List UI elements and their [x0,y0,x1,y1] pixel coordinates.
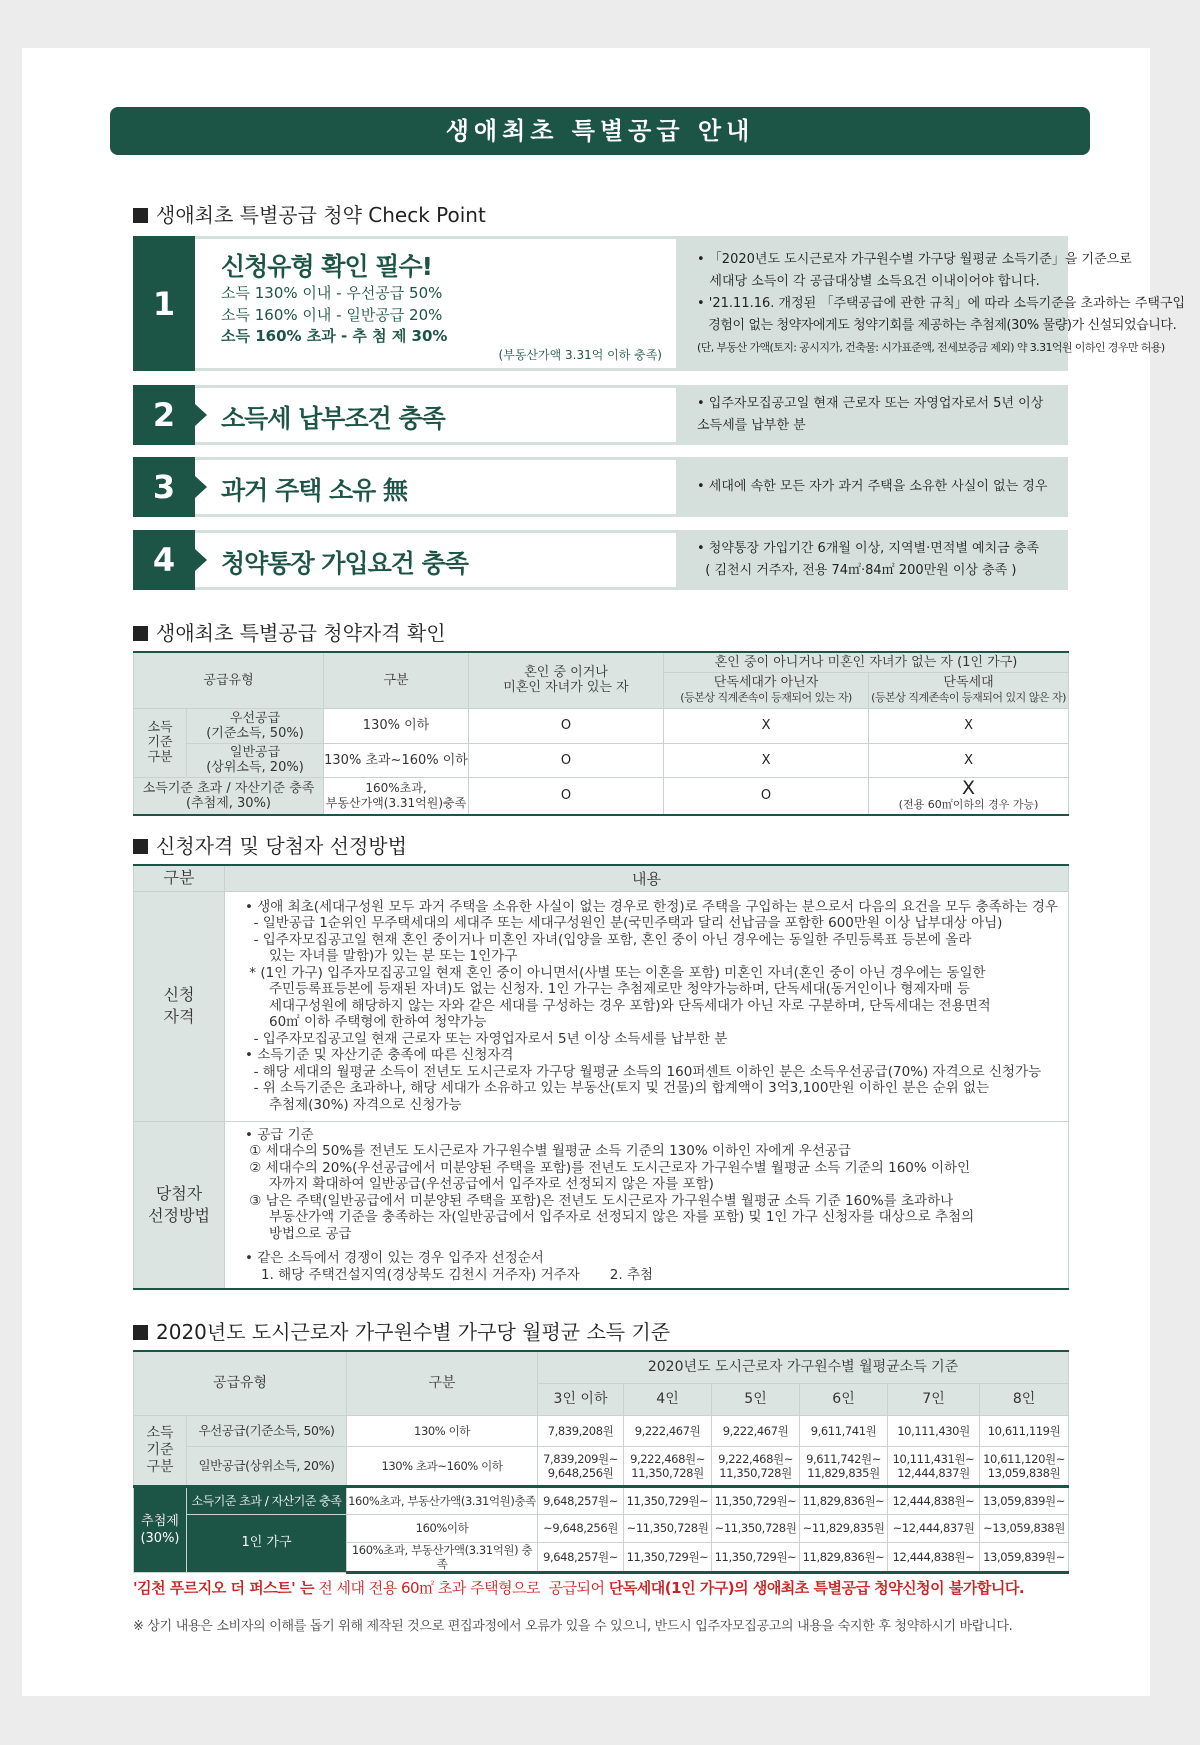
checkpoint-1 [133,236,1186,371]
warning-text [133,1577,1024,1598]
square-bullet-icon [133,626,148,641]
content-line: • 소득기준 및 자산기준 충족에 따른 신청자격 [245,1047,514,1064]
income-table [133,1350,1069,1574]
eligibility-mark: O [469,708,664,743]
content-line: 세대구성원에 해당하지 않는 자와 같은 세대를 구성하는 경우 포함)와 단독세대가 아닌 자로 구분하며, 단독세대는 전용면적 [269,997,991,1014]
section-title-text: 신청자격 및 당첨자 선정방법 [156,834,407,858]
header-household-size: 6인 [800,1383,888,1415]
arrow-right-icon [195,404,207,426]
header-supply-type: 공급유형 [134,1351,347,1415]
income-value: 11,350,729원~ [624,1542,712,1572]
checkpoint-3 [133,457,1068,517]
header-single-house [869,672,1069,708]
row-label-qualification: 신청 자격 [134,891,225,1121]
eligibility-note: (전용 60㎡이하의 경우 가능) [898,798,1039,812]
income-group-label: 소득 기준 구분 [134,1415,187,1486]
header-household-size: 7인 [888,1383,980,1415]
content-line: 방법으로 공급 [269,1225,352,1242]
section-title-method [133,830,407,859]
income-value: ~12,444,837원 [888,1514,980,1542]
content-line: * (1인 가구) 입주자모집공고일 현재 혼인 중이 아니면서(사별 또는 이혼을 포함) 미혼인 자녀(혼인 중이 아닌 경우에는 동일한 [245,964,986,981]
income-value: 11,829,836원~ [800,1486,888,1514]
content-line: 60㎡ 이하 주택형에 한하여 청약가능 [269,1014,487,1031]
income-value: 7,839,208원 [538,1415,624,1446]
eligibility-mark: O [664,777,869,815]
checkpoint-main [195,530,679,590]
content-line: • 같은 소득에서 경쟁이 있는 경우 입주자 선정순서 [245,1250,544,1266]
section-title-text: 생애최초 특별공급 청약자격 확인 [156,621,446,645]
selection-content [225,1121,1069,1289]
description-line: 세대당 소득이 각 공급대상별 소득요건 이내이어야 합니다. [697,273,1040,289]
header-household-size: 4인 [624,1383,712,1415]
warning-part: 단독세대(1인 가구)의 생애최초 특별공급 청약신청이 불가합니다. [608,1579,1025,1597]
row-division: 130% 초과~160% 이하 [324,743,469,777]
lottery-group-label: 추첨제 (30%) [134,1486,187,1572]
eligibility-mark: X [962,777,976,800]
section-title-income [133,1316,670,1345]
section-title-qualification [133,617,446,646]
row-division: 160%초과, 부동산가액(3.31억원) 충족 [347,1542,538,1572]
page-title-banner: 생애최초 특별공급 안내 [110,107,1090,155]
content-line: - 위 소득기준은 초과하나, 해당 세대가 소유하고 있는 부동산(토지 및 건물)의 합계액이 3억3,100만원 이하인 분은 순위 없는 [245,1080,990,1097]
checkpoint-2 [133,385,1068,445]
income-value: 13,059,839원~ [980,1542,1069,1572]
income-value: 13,059,839원~ [980,1486,1069,1514]
checkpoint-description [679,457,1068,517]
warning-part: '김천 푸르지오 더 퍼스트' 는 [133,1579,314,1597]
checkpoint-description [679,236,1186,371]
eligibility-mark: X [869,743,1069,777]
row-division: 130% 초과~160% 이하 [347,1446,538,1486]
row-division: 160%초과, 부동산가액(3.31억원)충족 [324,777,469,815]
footnote: ※ 상기 내용은 소비자의 이해를 돕기 위해 제작된 것으로 편집과정에서 오류가 있을 수 있으니, 반드시 입주자모집공고의 내용을 숙지한 후 청약하시기 바랍니다. [133,1619,1013,1634]
row-type: 일반공급 (상위소득, 20%) [187,743,324,777]
row-type: 소득기준 초과 / 자산기준 충족 (추첨제, 30%) [134,777,324,815]
income-value: 11,829,836원~ [800,1542,888,1572]
description-line: ( 김천시 거주자, 전용 74㎡·84㎡ 200만원 이상 충족 ) [697,563,1017,578]
content-line: 있는 자녀를 말함)가 있는 분 또는 1인가구 [269,948,518,965]
content-line: - 입주자모집공고일 현재 근로자 또는 자영업자로서 5년 이상 소득세를 납부한 분 [245,1030,728,1047]
checkpoint-4 [133,530,1068,590]
income-value: 10,111,431원~ 12,444,837원 [888,1446,980,1486]
method-table [133,864,1069,1290]
content-line: ③ 남은 주택(일반공급에서 미분양된 주택을 포함)은 전년도 도시근로자 가구원수별 월평균 소득 기준 160%를 초과하나 [245,1192,954,1209]
checkpoint-heading: 소득세 납부조건 충족 [221,404,445,433]
income-value: 10,111,430원 [888,1415,980,1446]
header-non-single [664,672,869,708]
description-line: 경험이 없는 청약자에게도 청약기회를 제공하는 추첨제(30% 물량)가 신설되었습니다. [697,317,1177,333]
header-household-size: 5인 [712,1383,800,1415]
income-value: 9,222,467원 [712,1415,800,1446]
section-title-text: 2020년도 도시근로자 가구원수별 가구당 월평균 소득 기준 [156,1320,671,1344]
income-value: ~11,829,835원 [800,1514,888,1542]
income-value: 10,611,119원 [980,1415,1069,1446]
income-value: 9,648,257원~ [538,1542,624,1572]
section-title-checkpoint [133,199,486,228]
checkpoint-line: 소득 160% 이내 - 일반공급 20% [221,306,443,324]
description-line: • 입주자모집공고일 현재 근로자 또는 자영업자로서 5년 이상 소득세를 납부한 분 [697,396,1044,433]
header-household-size: 8인 [980,1383,1069,1415]
checkpoint-main [195,385,679,445]
content-line: - 해당 세대의 월평균 소득이 전년도 도시근로자 가구당 월평균 소득의 160퍼센트 이하인 분은 소득우선공급(70%) 자격으로 신청가능 [245,1063,1042,1080]
eligibility-cell [869,777,1069,815]
square-bullet-icon [133,208,148,223]
income-value: ~9,648,256원 [538,1514,624,1542]
content-line: - 일반공급 1순위인 무주택세대의 세대주 또는 세대구성원인 분(국민주택과 달리 선납금을 포함한 600만원 이상 납부대상 아님) [245,915,1003,932]
eligibility-mark: O [469,743,664,777]
header-division: 구분 [347,1351,538,1415]
header-division: 구분 [134,865,225,891]
header-household-size: 3인 이하 [538,1383,624,1415]
content-line: 1. 해당 주택건설지역(경상북도 김천시 거주자) 거주자 2. 추첨 [261,1266,654,1283]
description-line: (단, 부동산 가액(토지: 공시지가, 건축물: 시가표준액, 전세보증금 제외) 약 3.31억원 이하인 경우만 허용) [697,340,1165,354]
row-division: 160%이하 [347,1514,538,1542]
content-line: 주민등록표등본에 등재된 자녀)도 없는 신청자. 1인 가구는 추첨제로만 청약가능하며, 단독세대(동거인이나 형제자매 등 [269,981,970,998]
income-value: 12,444,838원~ [888,1542,980,1572]
content-line: 추첨제(30%) 자격으로 신청가능 [269,1096,462,1113]
qualification-content [225,891,1069,1121]
header-supply-type: 공급유형 [134,652,324,708]
income-value: 9,222,468원~ 11,350,728원 [624,1446,712,1486]
row-division: 130% 이하 [347,1415,538,1446]
row-label-selection: 당첨자 선정방법 [134,1121,225,1289]
description-line: • 세대에 속한 모든 자가 과거 주택을 소유한 사실이 없는 경우 [697,479,1048,494]
header-income-title: 2020년도 도시근로자 가구원수별 월평균소득 기준 [538,1351,1069,1383]
checkpoint-heading: 과거 주택 소유 無 [221,476,408,505]
checkpoint-number: 2 [133,385,195,445]
checkpoint-note: (부동산가액 3.31억 이하 충족) [498,348,662,362]
content-line: - 입주자모집공고일 현재 혼인 중이거나 미혼인 자녀(입양을 포함, 혼인 중이 아닌 경우에는 동일한 주민등록표 등본에 올라 [245,931,972,948]
content-line: ① 세대수의 50%를 전년도 도시근로자 가구원수별 월평균 소득 기준의 130% 이하인 자에게 우선공급 [245,1143,851,1159]
header-subtext: (등본상 직계존속이 등재되어 있는 자) [680,691,852,704]
row-type: 일반공급(상위소득, 20%) [187,1446,347,1486]
checkpoint-heading: 청약통장 가입요건 충족 [221,549,468,578]
income-value: 9,611,742원~ 11,829,835원 [800,1446,888,1486]
square-bullet-icon [133,839,148,854]
section-title-text: 생애최초 특별공급 청약 Check Point [156,203,486,227]
checkpoint-number: 3 [133,457,195,517]
income-value: 10,611,120원~ 13,059,838원 [980,1446,1069,1486]
description-line: • '21.11.16. 개정된 「주택공급에 관한 규칙」에 따라 소득기준을 초과하는 주택구입 [697,295,1186,311]
warning-part: 전 세대 전용 60㎡ 초과 주택형으로 공급되어 [313,1579,609,1597]
income-value: 9,222,467원 [624,1415,712,1446]
checkpoint-line: 소득 130% 이내 - 우선공급 50% [221,284,443,302]
eligibility-mark: X [869,708,1069,743]
header-content: 내용 [225,865,1069,891]
square-bullet-icon [133,1325,148,1340]
income-value: ~13,059,838원 [980,1514,1069,1542]
checkpoint-number: 1 [133,236,195,371]
description-line: • 「2020년도 도시근로자 가구원수별 가구당 월평균 소득기준」을 기준으로 [697,251,1132,267]
checkpoint-number: 4 [133,530,195,590]
income-value: 7,839,209원~ 9,648,256원 [538,1446,624,1486]
content-line: 자까지 확대하여 일반공급(우선공급에서 입주자로 선정되지 않은 자를 포함) [269,1176,714,1192]
row-division: 160%초과, 부동산가액(3.31억원)충족 [347,1486,538,1514]
income-value: ~11,350,728원 [624,1514,712,1542]
row-type: 소득기준 초과 / 자산기준 충족 [187,1486,347,1514]
header-subtext: (등본상 직계존속이 등재되어 있지 않은 자) [871,691,1066,704]
income-value: 11,350,729원~ [712,1486,800,1514]
checkpoint-main [195,236,679,371]
header-text: 단독세대 [943,675,994,690]
header-single-household: 혼인 중이 아니거나 미혼인 자녀가 없는 자 (1인 가구) [664,652,1069,672]
income-value: 11,350,729원~ [624,1486,712,1514]
content-line: 부동산가액 기준을 충족하는 자(일반공급에서 입주자로 선정되지 않은 자를 포함) 및 1인 가구 신청자를 대상으로 추첨의 [269,1209,975,1225]
content-line: ② 세대수의 20%(우선공급에서 미분양된 주택을 포함)를 전년도 도시근로자 가구원수별 월평균 소득 기준의 160% 이하인 [245,1159,971,1176]
checkpoint-description [679,530,1068,590]
row-division: 130% 이하 [324,708,469,743]
qualification-table [133,651,1069,816]
eligibility-mark: O [469,777,664,815]
income-value: 9,648,257원~ [538,1486,624,1514]
eligibility-mark: X [664,708,869,743]
content-line: • 공급 기준 [245,1126,314,1143]
row-type: 우선공급 (기준소득, 50%) [187,708,324,743]
header-text: 단독세대가 아닌자 [713,675,819,690]
income-value: 11,350,729원~ [712,1542,800,1572]
arrow-right-icon [195,549,207,571]
income-value: 9,611,741원 [800,1415,888,1446]
checkpoint-line: 소득 160% 초과 - 추 첨 제 30% [221,327,448,345]
row-type: 우선공급(기준소득, 50%) [187,1415,347,1446]
checkpoint-main [195,457,679,517]
income-group-label: 소득 기준 구분 [134,708,187,777]
checkpoint-heading: 신청유형 확인 필수! [221,252,433,281]
header-division: 구분 [324,652,469,708]
content-line: • 생애 최초(세대구성원 모두 과거 주택을 소유한 사실이 없는 경우로 한정)로 주택을 구입하는 분으로서 다음의 요건을 모두 충족하는 경우 [245,898,1058,915]
income-value: 9,222,468원~ 11,350,728원 [712,1446,800,1486]
income-value: ~11,350,728원 [712,1514,800,1542]
description-line: • 청약통장 가입기간 6개월 이상, 지역별·면적별 예치금 충족 [697,541,1039,556]
arrow-right-icon [195,476,207,498]
eligibility-mark: X [664,743,869,777]
income-value: 12,444,838원~ [888,1486,980,1514]
header-married: 혼인 중 이거나 미혼인 자녀가 있는 자 [469,652,664,708]
checkpoint-description [679,385,1068,445]
single-household-label: 1인 가구 [187,1514,347,1572]
